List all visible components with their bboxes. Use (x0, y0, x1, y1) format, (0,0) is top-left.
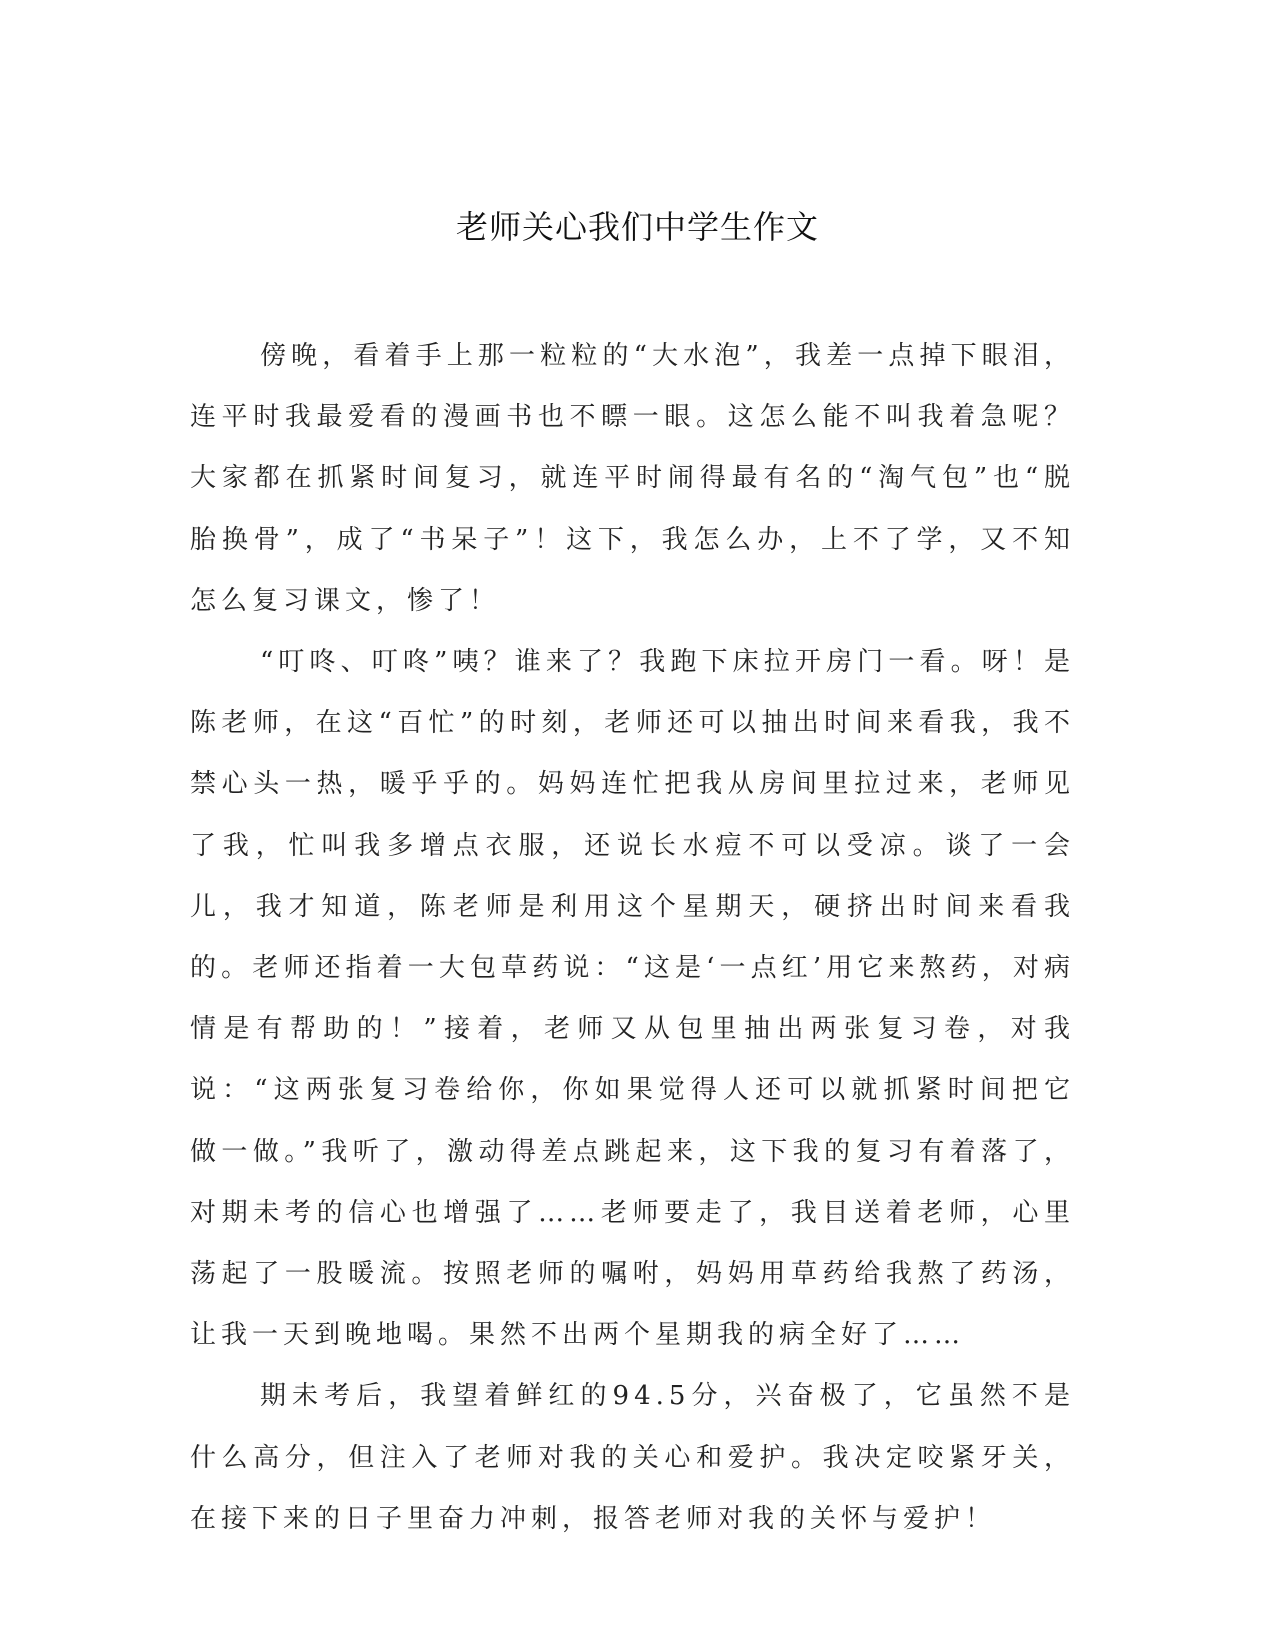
paragraph-2: “叮咚、叮咚”咦？谁来了？我跑下床拉开房门一看。呀！是陈老师，在这“百忙”的时刻，老师还可以抽出时间来看我，我不禁心头一热，暖乎乎的。妈妈连忙把我从房间里拉过来，老师见了我，忙叫我多增点衣服，还说长水痘不可以受凉。谈了一会儿，我才知道，陈老师是利用这个星期天，硬挤出时间来看我的。老师还指着一大包草药说：“这是‘一点红’用它来熬药，对病情是有帮助的！”接着，老师又从包里抽出两张复习卷，对我说：“这两张复习卷给你，你如果觉得人还可以就抓紧时间把它做一做。”我听了，激动得差点跳起来，这下我的复习有着落了，对期未考的信心也增强了……老师要走了，我目送着老师，心里荡起了一股暖流。按照老师的嘱咐，妈妈用草药给我熬了药汤，让我一天到晚地喝。果然不出两个星期我的病全好了…… (190, 647, 1075, 1351)
document-body (190, 326, 1075, 1550)
paragraph-3: 期未考后，我望着鲜红的94.5分，兴奋极了，它虽然不是什么高分，但注入了老师对我的关心和爱护。我决定咬紧牙关，在接下来的日子里奋力冲刺，报答老师对我的关怀与爱护！ (190, 1381, 1075, 1534)
document-title: 老师关心我们中学生作文 (455, 208, 819, 246)
paragraph-1: 傍晚，看着手上那一粒粒的“大水泡”，我差一点掉下眼泪，连平时我最爱看的漫画书也不瞟一眼。这怎么能不叫我着急呢？大家都在抓紧时间复习，就连平时闹得最有名的“淘气包”也“脱胎换骨”，成了“书呆子”！这下，我怎么办，上不了学，又不知怎么复习课文，惨了！ (190, 341, 1075, 616)
